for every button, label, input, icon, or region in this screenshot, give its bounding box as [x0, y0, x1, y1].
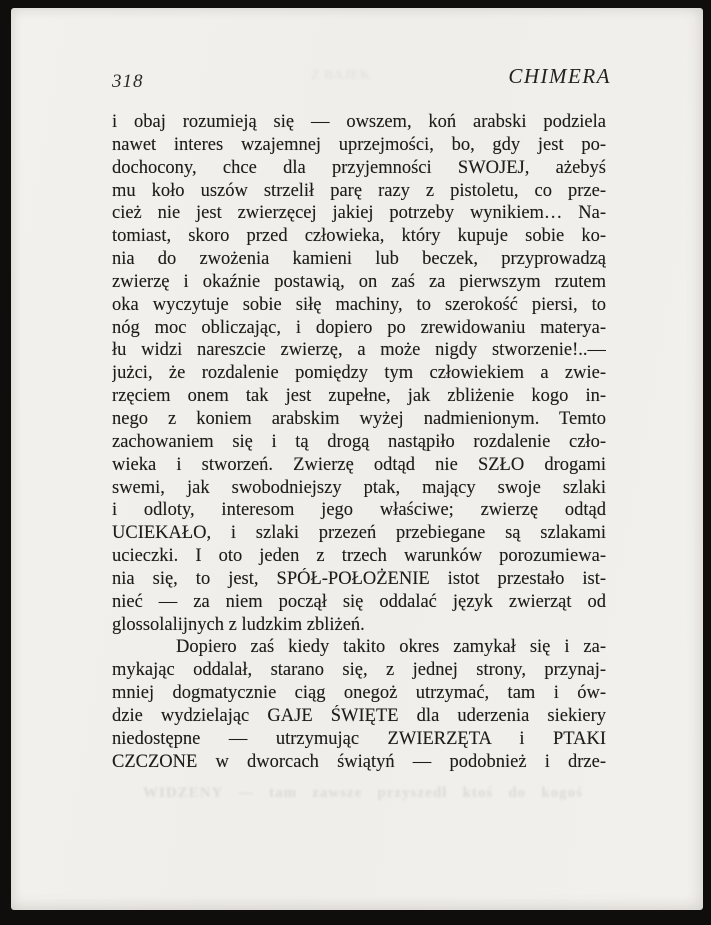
text-line: niedostępne — utrzymując ZWIERZĘTA i PTAKI: [112, 728, 606, 749]
text-line: zwierzę i okaźnie postawią, on zaś za pierwszym rzutem: [112, 271, 606, 292]
text-line: nieć — za niem począł się oddalać język zwierząt od: [112, 591, 606, 612]
text-line: glossolalijnych z ludzkim zbliżeń.: [112, 614, 365, 635]
text-line: cież nie jest zwierzęcej jakiej potrzeby wynikiem… Na-: [112, 203, 606, 224]
text-line: UCIEKAŁO, i szlaki przezeń przebiegane są szlakami: [112, 523, 606, 544]
text-line: dzie wydzielając GAJE ŚWIĘTE dla uderzenia siekiery: [112, 705, 606, 726]
text-line: tomiast, skoro przed człowieka, który kupuje sobie ko-: [112, 226, 606, 247]
text-line: i odloty, interesom jego właściwe; zwierzę odtąd: [112, 500, 606, 521]
text-line: mu koło uszów strzelił parę razy z pistoletu, co prze-: [112, 180, 606, 201]
text-line: CZCZONE w dworcach świątyń — podobnież i drze-: [112, 751, 606, 772]
book-page: [11, 8, 703, 910]
text-line: ucieczki. I oto jeden z trzech warunków porozumiewa-: [112, 546, 606, 567]
text-line: nawet interes wzajemnej uprzejmości, bo, gdy jest po-: [112, 134, 606, 155]
text-line: zachowaniem się i tą drogą nastąpiło rozdalenie czło-: [112, 431, 606, 452]
text-line: wieka i stworzeń. Zwierzę odtąd nie SZŁO drogami: [112, 454, 606, 475]
bleed-through-text: WIDZENY — tam zawsze przyszedł ktoś do kogoś: [143, 785, 583, 801]
text-line: nóg moc obliczając, i dopiero po zrewidowaniu materya-: [112, 317, 606, 338]
text-line: mykając oddalał, starano się, z jednej strony, przynaj-: [112, 660, 606, 681]
text-line: dochocony, chce dla przyjemności SWOJEJ, ażebyś: [112, 157, 606, 178]
bleed-through-top-smudge: Z BAJEK: [311, 68, 371, 83]
text-line: nia się, to jest, SPÓŁ-POŁOŻENIE istot przestało ist-: [112, 568, 606, 589]
text-line: mniej dogmatycznie ciąg onegoż utrzymać, tam i ów-: [112, 683, 606, 704]
text-line: jużci, że rozdalenie pomiędzy tym człowiekiem a zwie-: [112, 363, 606, 384]
text-line: Dopiero zaś kiedy takito okres zamykał się i za-: [176, 637, 606, 658]
text-line: i obaj rozumieją się — owszem, koń arabski podziela: [112, 112, 606, 132]
text-line: nego z koniem arabskim wyżej nadmienionym. Temto: [112, 408, 606, 429]
text-line: łu widzi nareszcie zwierzę, a może nigdy stworzenie!..—: [112, 340, 606, 361]
page-number: 318: [112, 71, 144, 92]
text-line: nia do zwożenia kamieni lub beczek, przyprowadzą: [112, 249, 606, 270]
text-line: swemi, jak swobodniejszy ptak, mający swoje szlaki: [112, 477, 606, 498]
text-line: rzęciem onem tak jest zupełne, jak zbliżenie kogo in-: [112, 386, 606, 407]
text-line: oka wyczytuje sobie siłę machiny, to szerokość piersi, to: [112, 294, 606, 315]
journal-title: CHIMERA: [508, 64, 611, 88]
text-block: [112, 111, 606, 773]
